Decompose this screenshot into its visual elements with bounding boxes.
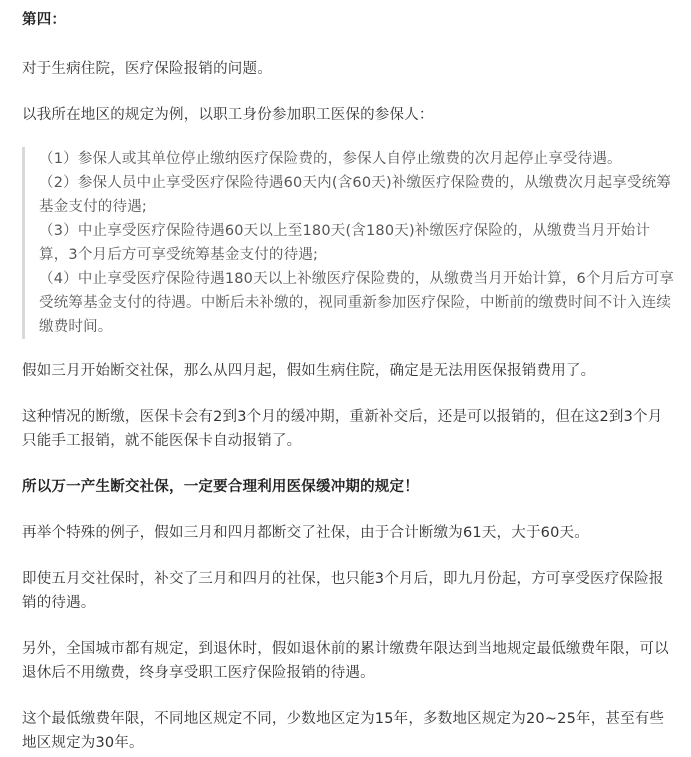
quote-line-3: （3）中止享受医疗保险待遇60天以上至180天(含180天)补缴医疗保险的，从缴费当月开始计算，3个月后方可享受统筹基金支付的待遇; (39, 223, 651, 263)
retirement-paragraph: 另外，全国城市都有规定，到退休时，假如退休前的累计缴费年限达到当地规定最低缴费年限，可以退休后不用缴费，终身享受职工医疗保险报销的待遇。 (22, 641, 669, 681)
quote-line-4: （4）中止享受医疗保险待遇180天以上补缴医疗保险费的，从缴费当月开始计算，6个月后方可享受统筹基金支付的待遇。中断后未补缴的，视同重新参加医疗保险，中断前的缴费时间不计入连续缴费时间。 (39, 271, 675, 335)
intro-paragraph: 对于生病住院，医疗保险报销的问题。 (22, 61, 272, 77)
emphasis-paragraph: 所以万一产生断交社保，一定要合理利用医保缓冲期的规定！ (22, 479, 419, 495)
example-paragraph: 再举个特殊的例子，假如三月和四月都断交了社保，由于合计断缴为61天，大于60天。 (22, 525, 589, 541)
section-heading: 第四： (22, 12, 67, 28)
region-intro-paragraph: 以我所在地区的规定为例，以职工身份参加职工医保的参保人： (22, 107, 434, 123)
buffer-paragraph: 这种情况的断缴，医保卡会有2到3个月的缓冲期，重新补交后，还是可以报销的，但在这2到3个月只能手工报销，就不能医保卡自动报销了。 (22, 409, 663, 449)
quote-line-2: （2）参保人员中止享受医疗保险待遇60天内(含60天)补缴医疗保险费的，从缴费次月起享受统筹基金支付的待遇; (39, 175, 672, 215)
march-paragraph: 假如三月开始断交社保，那么从四月起，假如生病住院，确定是无法用医保报销费用了。 (22, 363, 596, 379)
quote-line-1: （1）参保人或其单位停止缴纳医疗保险费的，参保人自停止缴费的次月起停止享受待遇。 (39, 151, 622, 167)
minimum-years-paragraph: 这个最低缴费年限，不同地区规定不同，少数地区定为15年，多数地区规定为20~25年，甚至有些地区规定为30年。 (22, 711, 665, 751)
may-paragraph: 即使五月交社保时，补交了三月和四月的社保，也只能3个月后，即九月份起，方可享受医疗保险报销的待遇。 (22, 571, 664, 611)
regulation-quote (22, 147, 677, 339)
article-body (22, 8, 677, 755)
